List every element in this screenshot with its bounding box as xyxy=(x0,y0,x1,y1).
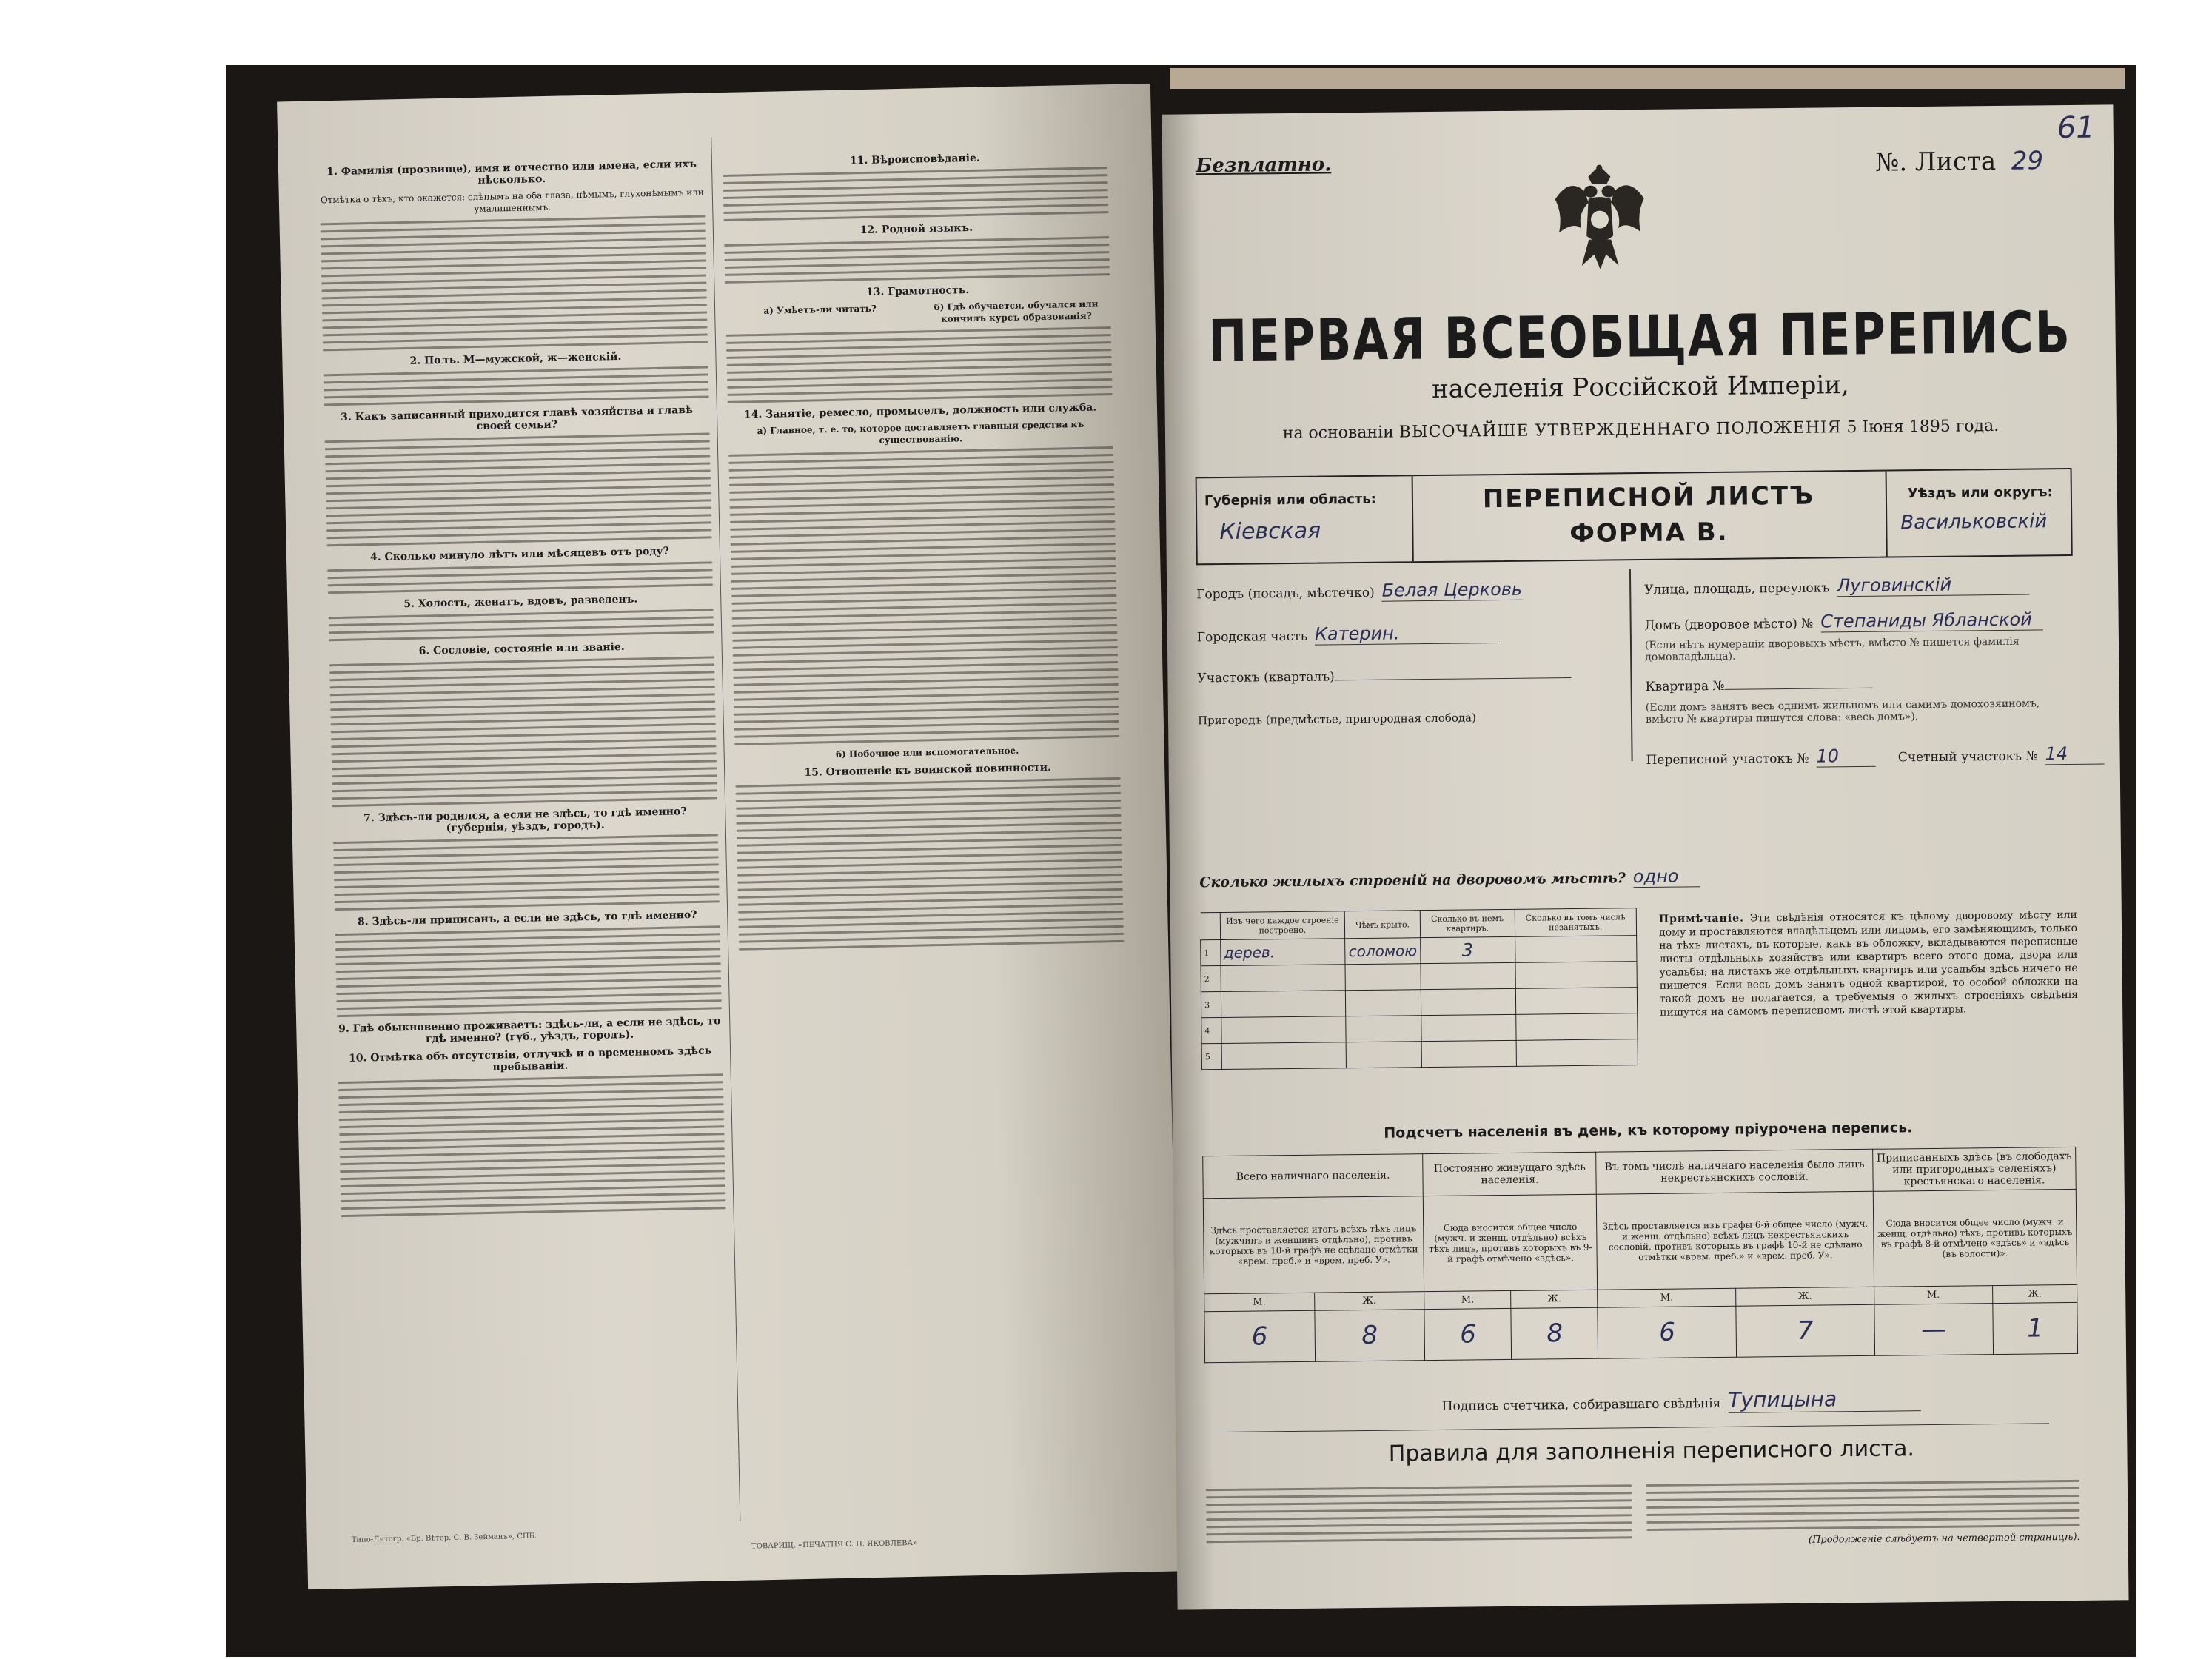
left-page xyxy=(277,84,1182,1589)
note-block: Примѣчаніе. Эти свѣдѣнія относятся къ цѣлому дворовому мѣсту или дому и проставляются владѣльцемъ или лицомъ, его замѣняющимъ, только на тѣхъ листахъ, въ которые, какъ въ обложку, вкладываются переписные листы отдѣльныхъ хозяйствъ или квартиръ всего этого дома, двора или усадьбы; на листахъ же отдѣльныхъ квартиръ или усадьбы здѣсь ничего не пишется. Если весь домъ занятъ одной квартирой, то особой обложки на такой домъ не полагается, а требуемыя о жилыхъ строеніяхъ свѣдѣнія пишутся на самомъ переписномъ листѣ этой квартиры. xyxy=(1658,908,2079,1019)
city-part-field: Городская часть Катерин. xyxy=(1197,622,1500,646)
section-heading: 11. Вѣроисповѣданіе. xyxy=(849,152,980,167)
house-field: Домъ (дворовое мѣсто) № Степаниды Ябланской xyxy=(1645,609,2043,634)
printer-imprint: Типо-Литогр. «Бр. Вѣтер. С. В. Зейманъ», СПБ. xyxy=(351,1532,537,1544)
house-note: (Если нѣтъ нумераціи дворовыхъ мѣстъ, вмѣсто № пишется фамилія домовладѣльца). xyxy=(1644,635,2020,663)
section-heading: 8. Здѣсь-ли приписанъ, а если не здѣсь, то гдѣ именно? xyxy=(357,908,697,928)
section-text: Отмѣтка о тѣхъ, кто окажется: слѣпымъ на оба глаза, нѣмымъ, глухонѣмымъ или умалишеннымъ. xyxy=(320,187,704,215)
buildings-table xyxy=(1200,908,1638,1070)
rules-heading: Правила для заполненія переписного листа. xyxy=(1388,1435,1915,1467)
printer-imprint: ТОВАРИЩ. «ПЕЧАТНЯ С. П. ЯКОВЛЕВА» xyxy=(751,1538,918,1551)
archive-page-number: 61 xyxy=(2057,110,2095,146)
city-field: Городъ (посадъ, мѣстечко) Белая Церковь xyxy=(1196,578,1523,603)
imperial-eagle-emblem xyxy=(1547,161,1652,273)
form-title: ПЕРЕПИСНОЙ ЛИСТЪ ФОРМА В. xyxy=(1482,480,1815,549)
perepis-uchastok-field: Переписной участокъ № 10 Счетный участокъ № 14 xyxy=(1646,743,2104,769)
section-heading: 5. Холость, женатъ, вдовъ, разведенъ. xyxy=(403,593,638,611)
instructions-column-1 xyxy=(319,153,726,1223)
section-heading: 12. Родной языкъ. xyxy=(859,221,973,237)
subsection-heading: а) Умѣетъ-ли читать? xyxy=(763,303,877,316)
count-heading: Подсчетъ населенія въ день, къ которому пріурочена перепись. xyxy=(1384,1119,1913,1142)
sheet-number xyxy=(1875,146,2043,177)
table-header: Чѣмъ крыто. xyxy=(1345,911,1421,939)
table-row: 5 xyxy=(1201,1039,1638,1070)
sheet-number-label: №. Листа xyxy=(1874,146,1997,178)
sheet-number-value: 29 xyxy=(2011,146,2044,176)
count-values-row: 6 8 6 8 6 7 — 1 xyxy=(1204,1302,2078,1362)
section-heading: 15. Отношеніе къ воинской повинности. xyxy=(804,761,1052,779)
census-subtitle: населенія Россійской Имперіи, xyxy=(1431,370,1849,404)
table-row: 1 дерев. соломою 3 xyxy=(1201,936,1637,966)
prigorod-field: Пригородъ (предмѣстье, пригородная слобода) xyxy=(1197,711,1476,728)
gubernia-label: Губернія или область: xyxy=(1204,491,1376,509)
subsection-heading: б) Гдѣ обучается, обучался или кончилъ курсъ образованія? xyxy=(934,298,1099,324)
page-edges xyxy=(1170,68,2125,89)
dwellings-field: Сколько жилыхъ строеній на дворовомъ мѣстѣ? одно xyxy=(1199,865,1700,892)
form-header-box xyxy=(1196,468,2073,565)
rules-column-2 xyxy=(1646,1475,2080,1547)
rules-continue: (Продолженіе слѣдуетъ на четвертой страницѣ). xyxy=(1808,1531,2080,1546)
section-heading: 3. Какъ записанный приходится главѣ хозяйства и главѣ своей семьи? xyxy=(340,403,693,433)
table-row: 3 xyxy=(1201,988,1637,1018)
census-basis: на основаніи ВЫСОЧАЙШЕ УТВЕРЖДЕННАГО ПОЛОЖЕНІЯ 5 Іюня 1895 года. xyxy=(1282,416,2000,443)
signature-field: Подпись счетчика, собиравшаго свѣдѣнія Тупицына xyxy=(1442,1386,1921,1416)
section-heading: 9. Гдѣ обыкновенно проживаетъ: здѣсь-ли, а если не здѣсь, то гдѣ именно? (губ., уѣздъ, городъ). xyxy=(338,1015,721,1045)
census-title: ПЕРВАЯ ВСЕОБЩАЯ ПЕРЕПИСЬ xyxy=(1207,298,2072,375)
section-heading: 2. Полъ. М—мужской, ж—женскій. xyxy=(409,350,622,367)
section-heading: 14. Занятіе, ремесло, промыселъ, должность или служба. xyxy=(743,401,1097,421)
gubernia-value: Кіевская xyxy=(1219,517,1321,545)
section-heading: 6. Сословіе, состояніе или званіе. xyxy=(418,640,625,657)
subsection-heading: б) Побочное или вспомогательное. xyxy=(835,745,1019,760)
kvartira-note: (Если домъ занятъ весь однимъ жильцомъ или самимъ домохозяиномъ, вмѣсто № квартиры пишутся слова: «весь домъ»). xyxy=(1645,697,2040,725)
uezd-value: Васильковскій xyxy=(1900,510,2048,534)
street-field: Улица, площадь, переулокъ Луговинскій xyxy=(1644,574,2029,599)
table-header: Сколько въ томъ числѣ незанятыхъ. xyxy=(1515,908,1637,937)
kvartira-field: Квартира № xyxy=(1645,677,1872,694)
section-heading: 13. Грамотность. xyxy=(865,284,970,298)
section-heading: 1. Фамилія (прозвище), имя и отчество или имена, если ихъ нѣсколько. xyxy=(326,158,697,187)
subsection-heading: а) Главное, т. е. то, которое доставляетъ главныя средства къ существованію. xyxy=(757,418,1085,446)
table-header: Сколько въ немъ квартиръ. xyxy=(1420,909,1515,937)
instructions-column-2 xyxy=(723,144,1125,956)
section-heading: 4. Сколько минуло лѣтъ или мѣсяцевъ отъ роду? xyxy=(369,545,670,564)
section-heading: 10. Отмѣтка объ отсутствіи, отлучкѣ и о временномъ здѣсь пребываніи. xyxy=(348,1045,712,1073)
table-row: 2 xyxy=(1201,962,1637,992)
free-label: Безплатно. xyxy=(1196,153,1332,178)
section-heading: 7. Здѣсь-ли родился, а если не здѣсь, то гдѣ именно? (губернія, уѣздъ, городъ). xyxy=(363,805,687,835)
right-page xyxy=(1162,104,2128,1609)
uchastok-field: Участокъ (кварталъ) xyxy=(1197,667,1571,686)
rules-column-1 xyxy=(1206,1479,1632,1548)
population-count-table: Всего наличнаго населенія. Постоянно живущаго здѣсь населенія. Въ томъ числѣ наличнаго населенія было лицъ некрестьянскихъ сословій. Приписанныхъ здѣсь (въ слободахъ или пригородныхъ селеніяхъ) крестьянскаго населенія. Здѣсь проставляется итогъ всѣхъ тѣхъ лицъ (мужчинъ и женщинъ отдѣльно), противъ которыхъ въ 10-й графѣ не сдѣлано отмѣтки «врем. преб.» и «врем. преб. У». Сюда вносится общее число (мужч. и женщ. отдѣльно) всѣхъ тѣхъ лицъ, противъ которыхъ въ 9-й графѣ отмѣчено «здѣсь». Здѣсь проставляется изъ графы 6-й общее число (мужч. и женщ. отдѣльно) всѣхъ лицъ некрестьянскихъ сословій, противъ которыхъ въ графѣ 10-й не сдѣлано отмѣтки «врем. преб.» и «врем. преб. У». Сюда вносится общее число (мужч. и женщ. отдѣльно) тѣхъ, противъ которыхъ въ графѣ 8-й отмѣчено «здѣсь» и «здѣсь (въ волости)». М. Ж. М. Ж. М. Ж. М. Ж. 6 8 6 8 6 7 — 1 xyxy=(1202,1147,2078,1363)
table-row: 4 xyxy=(1201,1013,1638,1044)
uezd-label: Уѣздъ или округъ: xyxy=(1907,484,2053,502)
table-header: Изъ чего каждое строеніе построено. xyxy=(1220,911,1345,940)
